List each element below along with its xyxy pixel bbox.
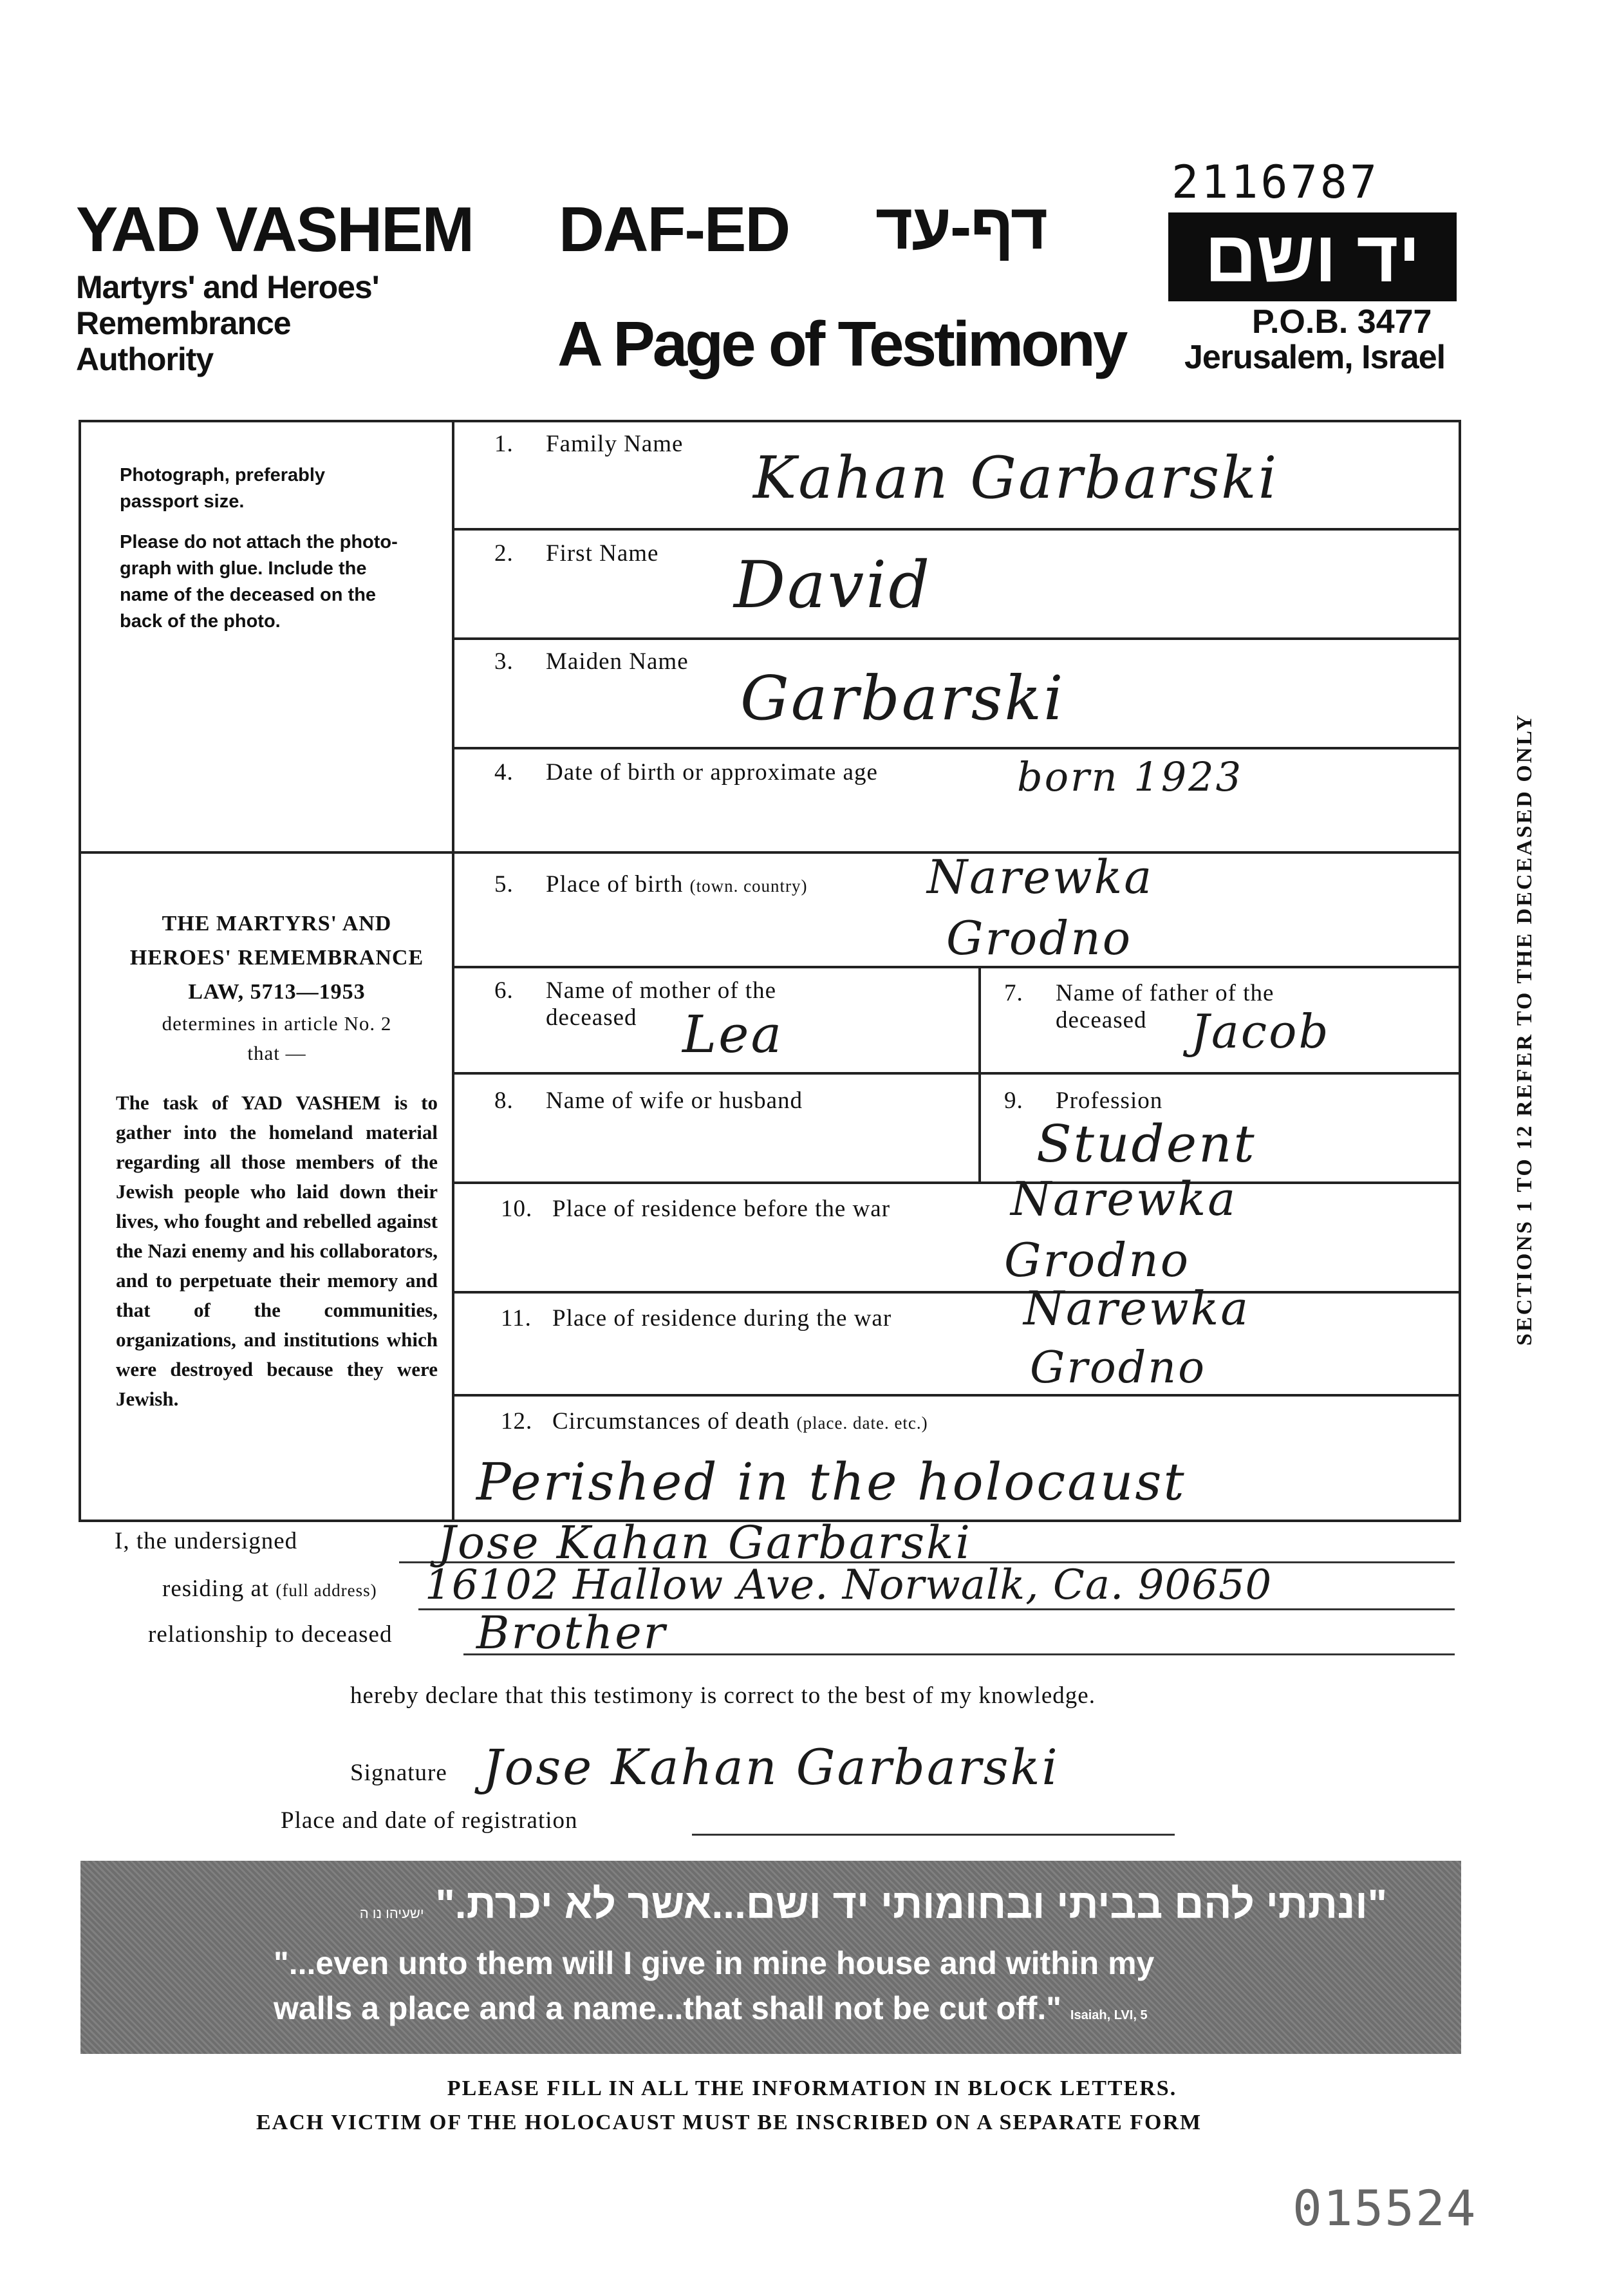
field-place-of-birth-country: Grodno — [946, 911, 1133, 965]
law-determines-2: that — — [247, 1042, 306, 1064]
field-mother-label: 6. Name of mother of the deceased — [494, 977, 776, 1031]
signature-value: Jose Kahan Garbarski — [483, 1738, 1059, 1796]
field-maiden-name-value: Garbarski — [740, 663, 1065, 734]
place-date-underline — [692, 1834, 1175, 1836]
field-father-label: 7. Name of father of the deceased — [1004, 980, 1274, 1033]
org-subtitle-line-3: Authority — [76, 341, 214, 377]
field-profession-value: Student — [1036, 1114, 1256, 1174]
photo-note-2: graph with glue. Include the — [120, 558, 367, 579]
field-spouse-label: 8. Name of wife or husband — [494, 1087, 803, 1114]
law-determines-1: determines in article No. 2 — [162, 1012, 392, 1035]
org-subtitle-line-1: Martyrs' and Heroes' — [76, 269, 379, 305]
relationship-label: relationship to deceased — [148, 1621, 393, 1648]
field-residence-before-label: 10. Place of residence before the war — [501, 1196, 891, 1222]
field-residence-during-country: Grodno — [1030, 1342, 1207, 1393]
field-maiden-name-label: 3. Maiden Name — [494, 648, 689, 675]
field-date-of-birth-value: born 1923 — [1017, 753, 1244, 800]
signature-label: Signature — [350, 1760, 447, 1786]
field-father-value: Jacob — [1191, 1004, 1330, 1059]
pob-address: P.O.B. 3477 — [1252, 303, 1432, 341]
photo-title-1: Photograph, preferably — [120, 465, 326, 485]
logo-hebrew-text: יד ושם — [1204, 216, 1421, 297]
serial-number-top: 2116787 — [1171, 156, 1380, 209]
place-date-label: Place and date of registration — [281, 1807, 578, 1834]
field-family-name-value: Kahan Garbarski — [753, 444, 1279, 512]
field-place-of-birth-label: 5. Place of birth (town. country) — [494, 871, 808, 898]
field-circumstances-label: 12. Circumstances of death (place. date. etc.) — [501, 1408, 928, 1435]
law-title — [116, 907, 438, 1068]
yad-vashem-logo — [1168, 212, 1457, 301]
banner-hebrew-quote: "ונתתי להם בביתי ובחומותי יד ושם...אשר לא יכרת." ישעיהו נו ה — [359, 1881, 1387, 1927]
field-residence-before-country: Grodno — [1004, 1233, 1191, 1287]
photo-note-3: name of the deceased on the — [120, 585, 377, 605]
photo-title-2: passport size. — [120, 491, 245, 512]
field-residence-during-label: 11. Place of residence during the war — [501, 1305, 892, 1332]
law-text: The task of YAD VASHEM is to gather into the homeland material regarding all those members of the Jewish people who laid down their lives, who fought and rebelled against the Nazi enemy and his collaborators, and to perpetuate their memory and that of the communities, organizations, and institutions which were destroyed because they were Jewish. — [116, 1091, 438, 1410]
field-residence-before-town: Narewka — [1011, 1172, 1238, 1226]
field-profession-label: 9. Profession — [1004, 1087, 1163, 1114]
banner-hebrew-reference: ישעיהו נו ה — [359, 1905, 424, 1921]
photo-note-1: Please do not attach the photo- — [120, 532, 398, 552]
daf-ed-title: DAF-ED — [559, 194, 790, 265]
banner-english-reference: Isaiah, LVI, 5 — [1070, 2008, 1148, 2022]
field-place-of-birth-town: Narewka — [927, 850, 1154, 904]
field-first-name-label: 2. First Name — [494, 540, 659, 567]
field-circumstances-value: Perished in the holocaust — [476, 1452, 1186, 1512]
form-title: A Page of Testimony — [557, 308, 1126, 379]
relationship-value: Brother — [476, 1606, 667, 1659]
field-first-name-value: David — [734, 547, 932, 623]
declaration-statement: hereby declare that this testimony is correct to the best of my knowledge. — [350, 1682, 1096, 1709]
field-date-of-birth-label: 4. Date of birth or approximate age — [494, 759, 878, 786]
footer-instruction-1: PLEASE FILL IN ALL THE INFORMATION IN BLOCK LETTERS. — [447, 2076, 1177, 2100]
law-title-2: HEROES' REMEMBRANCE — [129, 946, 424, 970]
org-subtitle — [76, 269, 379, 377]
org-subtitle-line-2: Remembrance — [76, 305, 291, 341]
residing-label: residing at (full address) — [162, 1576, 377, 1602]
city-address: Jerusalem, Israel — [1184, 339, 1446, 376]
serial-number-bottom: 015524 — [1293, 2179, 1477, 2237]
org-name: YAD VASHEM — [76, 194, 474, 265]
photo-note-4: back of the photo. — [120, 611, 281, 632]
law-title-1: THE MARTYRS' AND — [162, 912, 392, 936]
field-residence-during-town: Narewka — [1023, 1281, 1251, 1335]
photo-box-text — [120, 462, 435, 635]
field-family-name-label: 1. Family Name — [494, 431, 684, 457]
banner-english-line-2: walls a place and a name...that shall not be cut off." Isaiah, LVI, 5 — [274, 1990, 1148, 2026]
field-mother-value: Lea — [682, 1004, 784, 1064]
daf-ed-hebrew: דף-עד — [875, 191, 1047, 263]
sections-note-vertical: SECTIONS 1 TO 12 REFER TO THE DECEASED ONLY — [1513, 713, 1536, 1346]
undersigned-label: I, the undersigned — [115, 1528, 298, 1554]
footer-instruction-2: EACH VICTIM OF THE HOLOCAUST MUST BE INSCRIBED ON A SEPARATE FORM — [256, 2111, 1202, 2134]
residing-value: 16102 Hallow Ave. Norwalk, Ca. 90650 — [425, 1561, 1273, 1609]
quote-banner — [80, 1861, 1461, 2054]
undersigned-value: Jose Kahan Garbarski — [438, 1516, 972, 1569]
law-title-3: LAW, 5713—1953 — [188, 980, 366, 1004]
banner-english-line-1: "...even unto them will I give in mine house and within my — [274, 1945, 1155, 1981]
